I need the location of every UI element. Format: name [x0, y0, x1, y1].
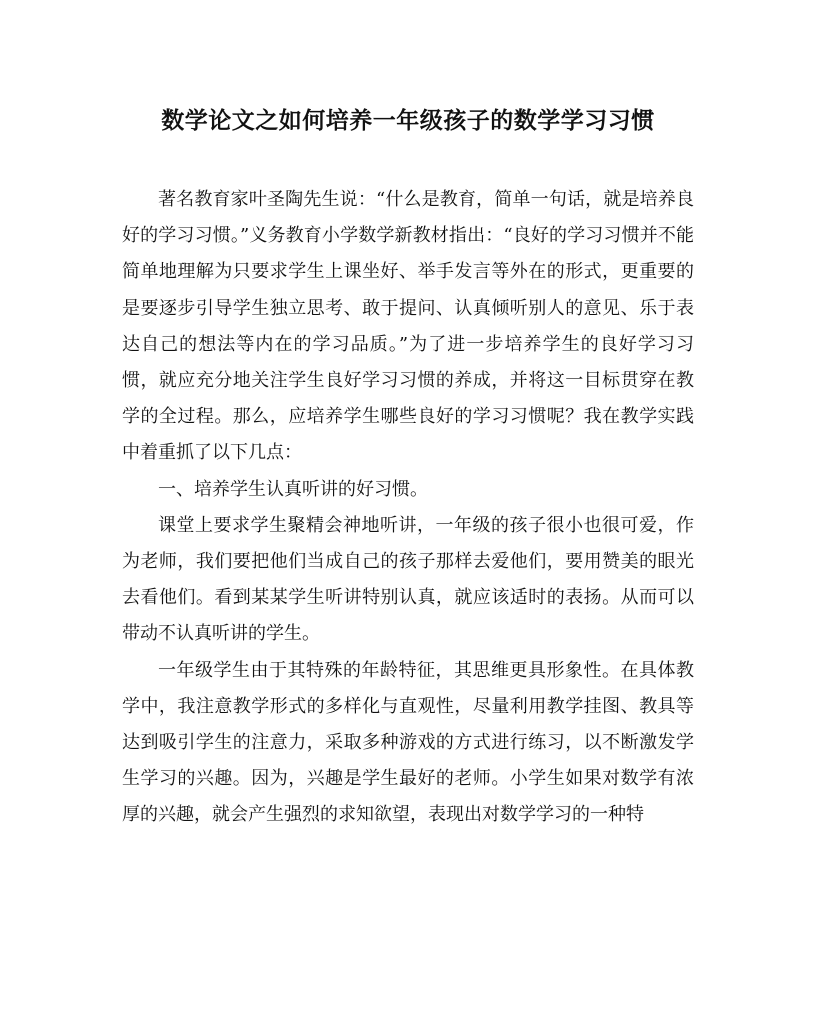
- body-paragraph-interest: 一年级学生由于其特殊的年龄特征，其思维更具形象性。在具体教学中，我注意教学形式的多样化与直观性，尽量利用教学挂图、教具等达到吸引学生的注意力，采取多种游戏的方式进行练习，以不断激发学生学习的兴趣。因为，兴趣是学生最好的老师。小学生如果对数学有浓厚的兴趣，就会产生强烈的求知欲望，表现出对数学学习的一种特: [122, 659, 694, 826]
- document-body: [122, 182, 694, 834]
- body-paragraph-listening: 课堂上要求学生聚精会神地听讲，一年级的孩子很小也很可爱，作为老师，我们要把他们当成自己的孩子那样去爱他们，要用赞美的眼光去看他们。看到某某学生听讲特别认真，就应该适时的表扬。从而可以带动不认真听讲的学生。: [122, 514, 694, 645]
- intro-paragraph: 著名教育家叶圣陶先生说：“什么是教育，简单一句话，就是培养良好的学习习惯。”义务教育小学数学新教材指出：“良好的学习习惯并不能简单地理解为只要求学生上课坐好、举手发言等外在的形式，更重要的是要逐步引导学生独立思考、敢于提问、认真倾听别人的意见、乐于表达自己的想法等内在的学习品质。”为了进一步培养学生的良好学习习惯，就应充分地关注学生良好学习习惯的养成，并将这一目标贯穿在教学的全过程。那么，应培养学生哪些良好的学习习惯呢？我在教学实践中着重抓了以下几点：: [122, 189, 694, 464]
- section-heading-1: 一、培养学生认真听讲的好习惯。: [158, 478, 428, 500]
- document-title: 数学论文之如何培养一年级孩子的数学学习习惯: [161, 107, 655, 134]
